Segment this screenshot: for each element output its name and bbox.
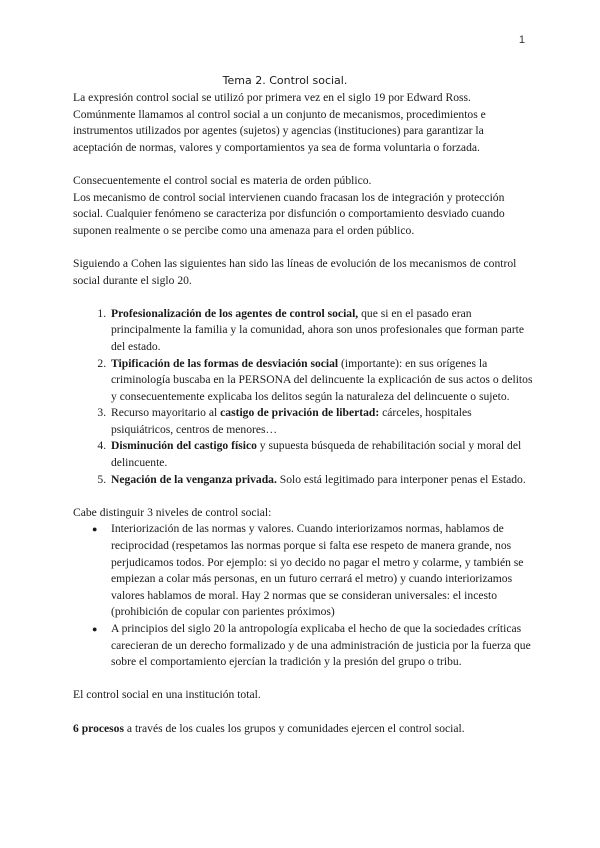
list-item [109,438,533,471]
list-item-bold: Tipificación de las formas de desviación social [111,356,339,370]
list-item-text: Interiorización de las normas y valores. Cuando interiorizamos normas, hablamos de reciprocidad (respetamos las normas porque si falta ese respeto de manera grande, nos perjudicamos todos. Por ejemplo: si yo decido no pagar el metro y colarme, y también se empiezan a colar más personas, en un futuro cerrará el metro) y cuando interiorizamos valores hablamos de moral. Hay 2 normas que se consideran universales: el incesto (prohibición de copular con parientes próximos) [111,522,524,619]
list-item-bold: Disminución del castigo físico [111,439,257,453]
list-item-text: A principios del siglo 20 la antropología explicaba el hecho de que la sociedades críticas carecieran de un derecho formalizado y de una administración de justicia por la fuerza que sobre el comportamiento ejercían la tradición y la presión del grupo o tribu. [111,622,531,669]
list-item-bold: Profesionalización de los agentes de control social, [111,306,359,320]
intro-paragraph: La expresión control social se utilizó por primera vez en el siglo 19 por Edward Ross. Comúnmente llamamos al control social a un conjunto de mecanismos, procedimientos e instrumentos utilizados por agentes (sujetos) y agencias (instituciones) para garantizar la aceptación de normas, valores y comportamientos ya sea de forma voluntaria o forzada. [73,91,486,154]
list-item-prefix: Recurso mayoritario al [111,406,221,420]
document-title: Tema 2. Control social. [222,74,348,87]
page-number: 1 [518,34,525,46]
processes-line [73,721,533,738]
cohen-evolution-list [73,306,533,489]
processes-text: a través de los cuales los grupos y comunidades ejercen el control social. [124,721,465,735]
list-item-text: y supuesta búsqueda de rehabilitación social y moral del delincuente. [111,439,522,470]
list-item-bold: castigo de privación de libertad: [220,406,380,420]
cohen-intro-paragraph: Siguiendo a Cohen las siguientes han sido las líneas de evolución de los mecanismos de control social durante el siglo 20. [73,256,517,287]
bullet-icon: ● [92,624,98,634]
list-item [109,405,533,438]
list-item-text: cárceles, hospitales psiquiátricos, centros de menores… [111,406,472,436]
bullet-icon: ● [92,524,98,535]
public-order-sentence: Consecuentemente el control social es materia de orden público. [73,173,372,187]
document-body [73,90,533,737]
processes-bold: 6 procesos [73,721,124,735]
list-item [109,356,533,406]
list-item-text: que si en el pasado eran principalmente la familia y la comunidad, ahora son unos profesionales que forman parte del estado. [111,306,525,353]
levels-intro: Cabe distinguir 3 niveles de control social: [73,505,272,519]
list-item [92,621,533,671]
list-item-text: (importante): en sus orígenes la criminología buscaba en la PERSONA del delincuente la explicación de sus actos o delitos y consecuentemente explicaba los delitos según la naturaleza del delincuente o sujeto. [111,356,533,403]
list-item-bold: Negación de la venganza privada. [111,472,277,486]
list-item [109,306,533,356]
control-levels-list [73,521,533,670]
list-item [109,472,533,489]
total-institution-line: El control social en una institución total. [73,688,261,702]
mechanisms-paragraph: Los mecanismo de control social intervienen cuando fracasan los de integración y protección social. Cualquier fenómeno se caracteriza por disfunción o comportamiento desviado cuando suponen realmente o se percibe como una amenaza para el orden público. [73,190,505,237]
list-item-text: Solo está legitimado para interponer penas el Estado. [276,472,526,486]
list-item [92,521,533,621]
